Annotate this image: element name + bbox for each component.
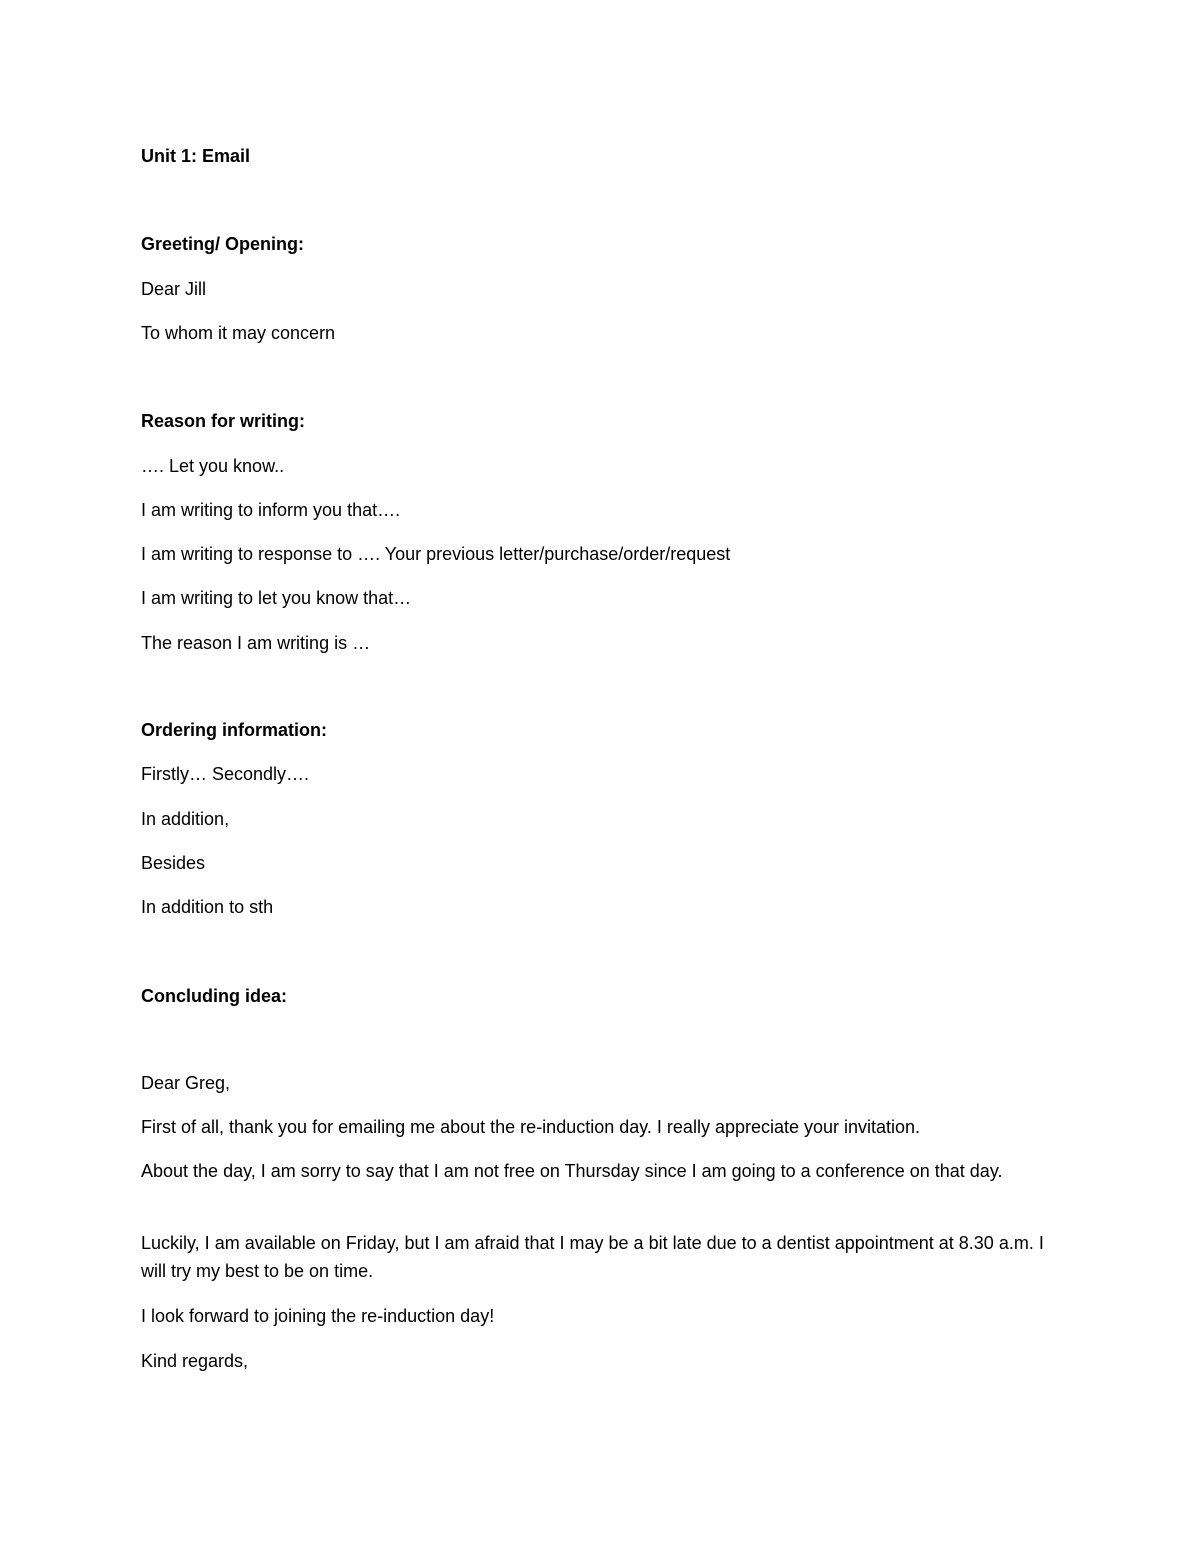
reason-line: I am writing to response to …. Your previous letter/purchase/order/request: [141, 544, 731, 564]
reason-line: I am writing to inform you that….: [141, 500, 401, 520]
reason-line: The reason I am writing is …: [141, 633, 371, 653]
section-heading-concluding: Concluding idea:: [141, 986, 287, 1006]
letter-closing: Kind regards,: [141, 1351, 249, 1371]
letter-paragraph: First of all, thank you for emailing me about the re-induction day. I really appreciate your invitation.: [141, 1117, 921, 1137]
ordering-line: Besides: [141, 853, 206, 873]
letter-paragraph: I look forward to joining the re-induction day!: [141, 1306, 495, 1326]
reason-line: …. Let you know..: [141, 456, 285, 476]
section-heading-ordering: Ordering information:: [141, 720, 327, 740]
letter-salutation: Dear Greg,: [141, 1073, 231, 1093]
letter-paragraph: About the day, I am sorry to say that I am not free on Thursday since I am going to a conference on that day.: [141, 1161, 1003, 1181]
document-title: Unit 1: Email: [141, 146, 251, 166]
ordering-line: Firstly… Secondly….: [141, 764, 310, 784]
ordering-line: In addition,: [141, 809, 230, 829]
section-heading-greeting: Greeting/ Opening:: [141, 234, 305, 254]
greeting-line: Dear Jill: [141, 279, 207, 299]
greeting-line: To whom it may concern: [141, 323, 336, 343]
letter-paragraph: Luckily, I am available on Friday, but I am afraid that I may be a bit late due to a dentist appointment at 8.30 a.m. I will try my best to be on time.: [141, 1233, 1044, 1281]
reason-line: I am writing to let you know that…: [141, 588, 412, 608]
ordering-line: In addition to sth: [141, 897, 274, 917]
section-heading-reason: Reason for writing:: [141, 411, 306, 431]
